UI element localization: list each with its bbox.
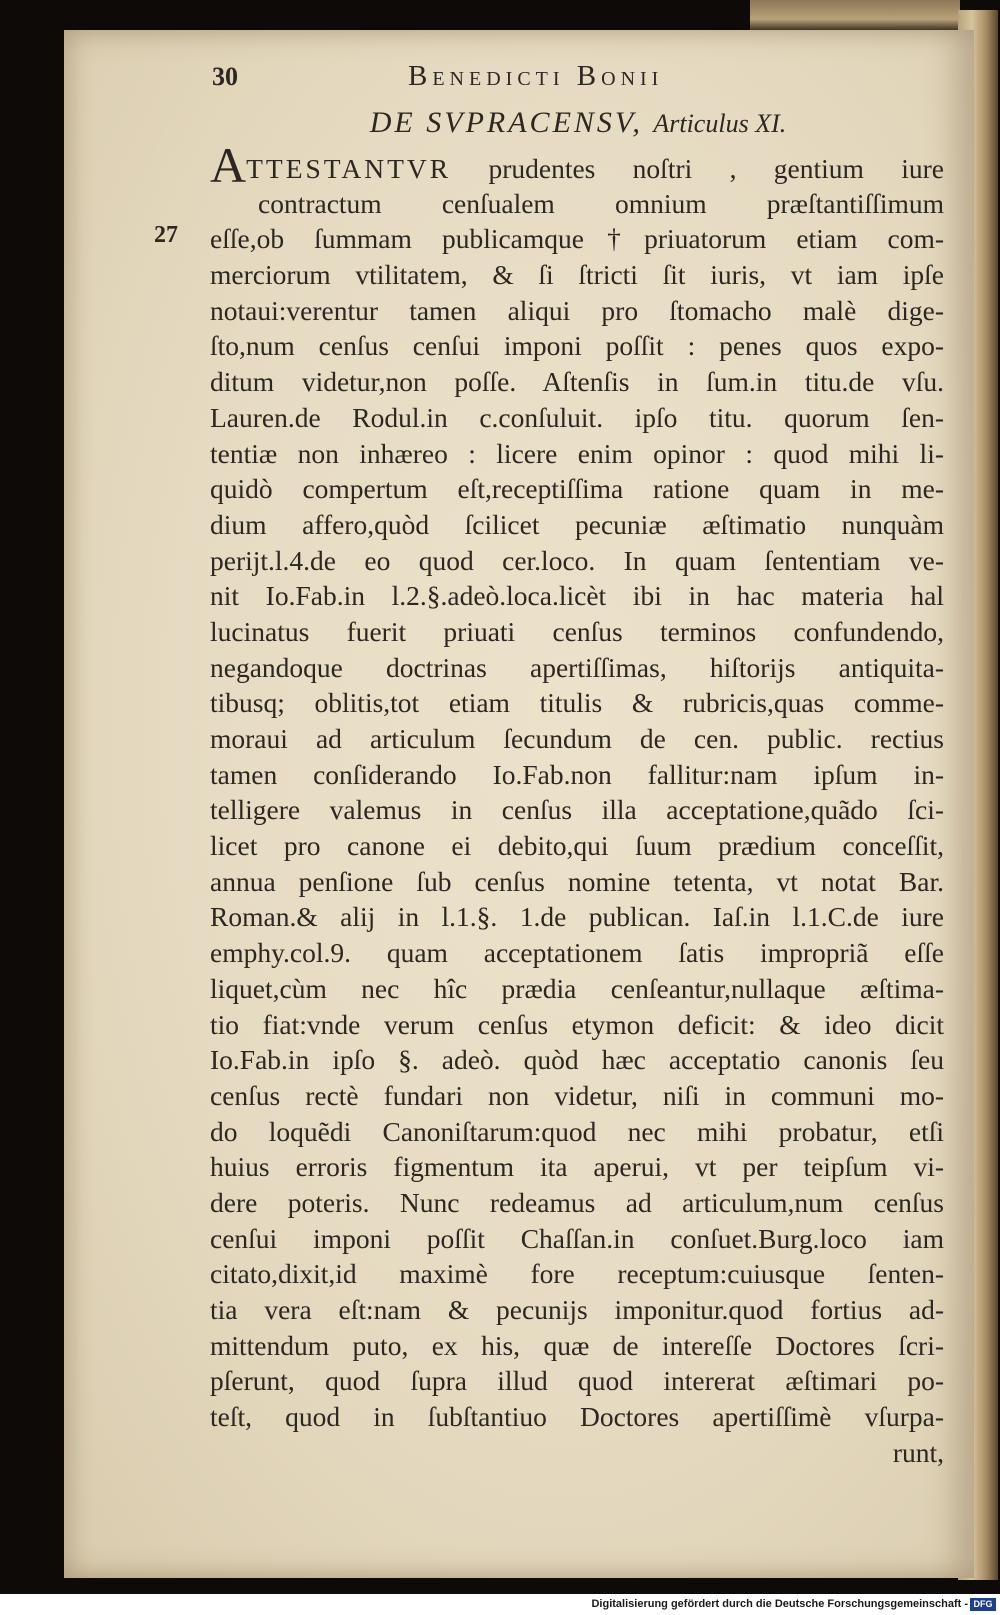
margin-number: 27: [154, 222, 178, 248]
section-title: [146, 106, 950, 140]
first-line-rest: prudentes noſtri , gentium iure: [451, 153, 944, 184]
text-line: licet pro canone ei debito,qui ſuum prædium conceſſit,: [210, 830, 944, 862]
page-number: 30: [212, 62, 238, 91]
page-content: [146, 58, 950, 1470]
header-title: Benedicti Bonii: [408, 60, 664, 92]
text-line: lucinatus fuerit priuati cenſus terminos confundendo,: [210, 615, 944, 647]
text-line: negandoque doctrinas apertiſſimas, hiſtorijs antiquita-: [210, 651, 944, 683]
text-line: citato,dixit,id maximè fore receptum:cuiusque ſenten-: [210, 1258, 944, 1290]
text-line: annua penſione ſub cenſus nomine tetenta, vt notat Bar.: [210, 865, 944, 897]
text-line: dere poteris. Nunc redeamus ad articulum,num cenſus: [210, 1186, 944, 1218]
text-line: ſto,num cenſus cenſui imponi poſſit : penes quos expo-: [210, 330, 944, 362]
text-line: tio fiat:vnde verum cenſus etymon deficit: & ideo dicit: [210, 1008, 944, 1040]
text-line: cenſui imponi poſſit Chaſſan.in conſuet.Burg.loco iam: [210, 1222, 944, 1254]
text-line: ditum videtur,non poſſe. Aſtenſis in ſum.in titu.de vſu.: [210, 366, 944, 398]
catchword: runt,: [892, 1436, 944, 1468]
text-line: mittendum puto, ex his, quæ de intereſſe Doctores ſcri-: [210, 1329, 944, 1361]
text-line: huius erroris figmentum ita aperui, vt per teipſum vi-: [210, 1151, 944, 1183]
text-line: teſt, quod in ſubſtantiuo Doctores apertiſſimè vſurpa-: [210, 1401, 944, 1433]
text-line: tentiæ non inhæreo : licere enim opinor : quod mihi li-: [210, 437, 944, 469]
book-edge-top: [750, 0, 960, 32]
section-title-text: DE SVPRACENSV,: [369, 106, 643, 139]
text-line: nit Io.Fab.in l.2.§.adeò.loca.licèt ibi in hac materia hal: [210, 580, 944, 612]
text-line: contractum cenſualem omnium præſtantiſſimum: [258, 187, 944, 219]
text-line: eſſe,ob ſummam publicamque†priuatorum etiam com-: [210, 223, 944, 255]
text-line: [146, 137, 950, 193]
text-line: cenſus rectè fundari non videtur, niſi in communi mo-: [210, 1079, 944, 1111]
text-line: do loquẽdi Canoniſtarum:quod nec mihi probatur, etſi: [210, 1115, 944, 1147]
running-head: [146, 58, 950, 98]
text-line: perijt.l.4.de eo quod cer.loco. In quam ſententiam ve-: [210, 544, 944, 576]
first-word-caps: TTESTANTVR: [246, 153, 452, 184]
dfg-logo: DFG: [970, 1598, 996, 1611]
text-line: tibusq; oblitis,tot etiam titulis & rubricis,quas comme-: [210, 687, 944, 719]
digitization-footer: [0, 1594, 1000, 1615]
text-line: dium affero,quòd ſcilicet pecuniæ æſtimatio nunquàm: [210, 508, 944, 540]
text-line: quidò compertum eſt,receptiſſima ratione quam in me-: [210, 473, 944, 505]
text-line: Roman.& alij in l.1.§. 1.de publican. Iaſ.in l.1.C.de iure: [210, 901, 944, 933]
footer-credit: Digitalisierung gefördert durch die Deutsche Forschungsgemeinschaft -: [591, 1598, 968, 1610]
text-line: telligere valemus in cenſus illa acceptatione,quãdo ſci-: [210, 794, 944, 826]
text-line: liquet,cùm nec hîc prædia cenſeantur,nullaque æſtima-: [210, 972, 944, 1004]
text-line: tia vera eſt:nam & pecunijs imponitur.quod fortius ad-: [210, 1294, 944, 1325]
body-text: [146, 137, 950, 1470]
section-label: Articulus XI.: [653, 109, 787, 138]
text-line: tamen conſiderando Io.Fab.non fallitur:nam ipſum in-: [210, 758, 944, 790]
text-line: notaui:verentur tamen aliqui pro ſtomacho malè dige-: [210, 294, 944, 326]
drop-cap: A: [210, 137, 247, 193]
text-line: pſerunt, quod ſupra illud quod intererat æſtimari po-: [210, 1365, 944, 1397]
text-line: moraui ad articulum ſecundum de cen. public. rectius: [210, 723, 944, 754]
text-line: Io.Fab.in ipſo §. adeò. quòd hæc acceptatio canonis ſeu: [210, 1044, 944, 1076]
text-line: emphy.col.9. quam acceptationem ſatis impropriã eſſe: [210, 937, 944, 969]
text-line: merciorum vtilitatem, & ſi ſtricti ſit iuris, vt iam ipſe: [210, 259, 944, 291]
text-line: Lauren.de Rodul.in c.conſuluit. ipſo titu. quorum ſen-: [210, 401, 944, 433]
